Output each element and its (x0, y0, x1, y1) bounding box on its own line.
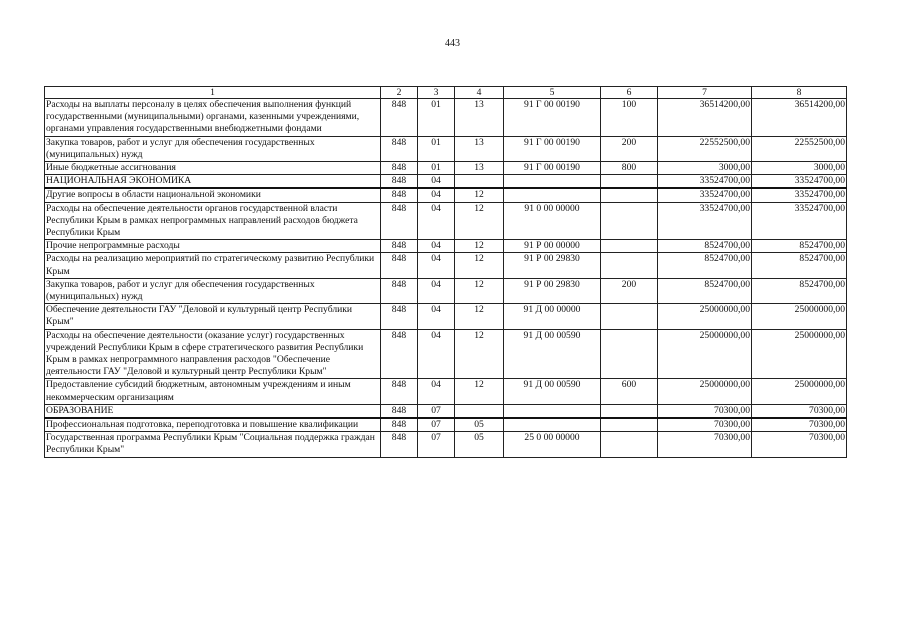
cell-amount-1: 22552500,00 (658, 136, 752, 161)
cell-subsection: 05 (455, 432, 504, 457)
cell-amount-2: 33524700,00 (752, 188, 847, 202)
cell-amount-2: 25000000,00 (752, 304, 847, 329)
cell-ministry: 848 (381, 188, 418, 202)
cell-section: 01 (418, 136, 455, 161)
cell-target-article: 91 Р 00 29830 (504, 278, 601, 303)
cell-section: 04 (418, 379, 455, 404)
cell-section: 04 (418, 188, 455, 202)
header-row (45, 87, 847, 99)
cell-target-article: 91 Р 00 00000 (504, 240, 601, 253)
cell-target-article (504, 175, 601, 189)
cell-target-article: 91 Г 00 00190 (504, 136, 601, 161)
row-name: Государственная программа Республики Крым "Социальная поддержка граждан Республики Крым" (45, 432, 381, 457)
cell-subsection: 12 (455, 188, 504, 202)
header-cell: 5 (504, 87, 601, 99)
cell-ministry: 848 (381, 253, 418, 278)
cell-ministry: 848 (381, 418, 418, 432)
cell-amount-2: 33524700,00 (752, 175, 847, 189)
cell-amount-1: 33524700,00 (658, 175, 752, 189)
cell-ministry: 848 (381, 240, 418, 253)
cell-target-article (504, 418, 601, 432)
cell-expense-type (601, 240, 658, 253)
table-row (45, 278, 847, 303)
cell-expense-type (601, 404, 658, 418)
cell-subsection: 13 (455, 136, 504, 161)
table-row (45, 379, 847, 404)
cell-target-article (504, 188, 601, 202)
cell-section: 04 (418, 202, 455, 240)
cell-subsection: 12 (455, 379, 504, 404)
cell-amount-1: 33524700,00 (658, 188, 752, 202)
cell-ministry: 848 (381, 404, 418, 418)
header-cell: 4 (455, 87, 504, 99)
row-name: ОБРАЗОВАНИЕ (45, 404, 381, 418)
page-number: 443 (445, 38, 460, 49)
cell-ministry: 848 (381, 432, 418, 457)
row-name: Профессиональная подготовка, переподготовка и повышение квалификации (45, 418, 381, 432)
cell-section: 04 (418, 278, 455, 303)
cell-expense-type (601, 175, 658, 189)
cell-amount-1: 25000000,00 (658, 379, 752, 404)
cell-amount-1: 33524700,00 (658, 202, 752, 240)
table-row (45, 304, 847, 329)
cell-subsection: 12 (455, 202, 504, 240)
header-cell: 1 (45, 87, 381, 99)
cell-amount-2: 36514200,00 (752, 99, 847, 137)
table-row (45, 404, 847, 418)
cell-amount-2: 33524700,00 (752, 202, 847, 240)
cell-subsection: 05 (455, 418, 504, 432)
cell-ministry: 848 (381, 136, 418, 161)
row-name: Расходы на обеспечение деятельности органов государственной власти Республики Крым в рамках непрограммных направлений расходов бюджета Республики Крым (45, 202, 381, 240)
table-row (45, 99, 847, 137)
cell-subsection: 12 (455, 253, 504, 278)
cell-expense-type (601, 418, 658, 432)
cell-subsection: 12 (455, 329, 504, 379)
cell-amount-2: 25000000,00 (752, 379, 847, 404)
table-row (45, 175, 847, 189)
cell-ministry: 848 (381, 278, 418, 303)
cell-ministry: 848 (381, 329, 418, 379)
cell-target-article: 91 Д 00 00590 (504, 329, 601, 379)
cell-amount-1: 8524700,00 (658, 240, 752, 253)
cell-section: 07 (418, 418, 455, 432)
cell-expense-type: 200 (601, 136, 658, 161)
cell-target-article (504, 404, 601, 418)
cell-section: 04 (418, 329, 455, 379)
cell-ministry: 848 (381, 99, 418, 137)
table-row (45, 240, 847, 253)
cell-section: 07 (418, 404, 455, 418)
table-row (45, 202, 847, 240)
table-row (45, 432, 847, 457)
cell-expense-type (601, 188, 658, 202)
table-row (45, 162, 847, 175)
cell-amount-1: 8524700,00 (658, 253, 752, 278)
cell-subsection: 12 (455, 278, 504, 303)
cell-ministry: 848 (381, 175, 418, 189)
cell-expense-type: 800 (601, 162, 658, 175)
row-name: Закупка товаров, работ и услуг для обеспечения государственных (муниципальных) нужд (45, 278, 381, 303)
row-name: Прочие непрограммные расходы (45, 240, 381, 253)
cell-amount-2: 25000000,00 (752, 329, 847, 379)
table-row (45, 418, 847, 432)
row-name: Расходы на реализацию мероприятий по стратегическому развитию Республики Крым (45, 253, 381, 278)
cell-expense-type (601, 253, 658, 278)
cell-amount-1: 70300,00 (658, 404, 752, 418)
header-cell: 2 (381, 87, 418, 99)
row-name: Предоставление субсидий бюджетным, автономным учреждениям и иным некоммерческим организациям (45, 379, 381, 404)
cell-ministry: 848 (381, 202, 418, 240)
table-row (45, 188, 847, 202)
cell-amount-1: 70300,00 (658, 418, 752, 432)
cell-ministry: 848 (381, 162, 418, 175)
cell-target-article: 91 Д 00 00000 (504, 304, 601, 329)
cell-amount-2: 8524700,00 (752, 278, 847, 303)
cell-subsection (455, 404, 504, 418)
row-name: Другие вопросы в области национальной экономики (45, 188, 381, 202)
cell-amount-1: 25000000,00 (658, 304, 752, 329)
cell-amount-2: 70300,00 (752, 418, 847, 432)
cell-section: 04 (418, 253, 455, 278)
cell-expense-type (601, 432, 658, 457)
cell-expense-type (601, 304, 658, 329)
header-cell: 7 (658, 87, 752, 99)
cell-subsection: 13 (455, 162, 504, 175)
row-name: НАЦИОНАЛЬНАЯ ЭКОНОМИКА (45, 175, 381, 189)
cell-amount-2: 70300,00 (752, 404, 847, 418)
cell-subsection: 12 (455, 240, 504, 253)
cell-expense-type (601, 202, 658, 240)
cell-subsection: 13 (455, 99, 504, 137)
table-row (45, 253, 847, 278)
cell-expense-type: 100 (601, 99, 658, 137)
cell-amount-2: 3000,00 (752, 162, 847, 175)
table-row (45, 136, 847, 161)
row-name: Расходы на обеспечение деятельности (оказание услуг) государственных учреждений Республики Крым в сфере стратегического развития Республики Крым в рамках непрограммного направления расходов "Обеспечение деятельности ГАУ "Деловой и культурный центр Республики Крым" (45, 329, 381, 379)
cell-amount-1: 8524700,00 (658, 278, 752, 303)
cell-expense-type (601, 329, 658, 379)
cell-amount-1: 36514200,00 (658, 99, 752, 137)
cell-section: 04 (418, 304, 455, 329)
cell-ministry: 848 (381, 379, 418, 404)
cell-target-article: 91 Г 00 00190 (504, 99, 601, 137)
row-name: Иные бюджетные ассигнования (45, 162, 381, 175)
cell-section: 04 (418, 175, 455, 189)
cell-section: 01 (418, 99, 455, 137)
cell-amount-2: 70300,00 (752, 432, 847, 457)
cell-amount-2: 8524700,00 (752, 253, 847, 278)
cell-subsection: 12 (455, 304, 504, 329)
cell-section: 07 (418, 432, 455, 457)
cell-target-article: 91 Р 00 29830 (504, 253, 601, 278)
row-name: Расходы на выплаты персоналу в целях обеспечения выполнения функций государственными (муниципальными) органами, казенными учреждениями, органами управления государственными внебюджетными фондами (45, 99, 381, 137)
row-name: Закупка товаров, работ и услуг для обеспечения государственных (муниципальных) нужд (45, 136, 381, 161)
header-cell: 3 (418, 87, 455, 99)
cell-section: 01 (418, 162, 455, 175)
cell-target-article: 91 0 00 00000 (504, 202, 601, 240)
cell-target-article: 25 0 00 00000 (504, 432, 601, 457)
cell-amount-2: 8524700,00 (752, 240, 847, 253)
cell-amount-2: 22552500,00 (752, 136, 847, 161)
cell-target-article: 91 Г 00 00190 (504, 162, 601, 175)
header-cell: 6 (601, 87, 658, 99)
cell-amount-1: 25000000,00 (658, 329, 752, 379)
cell-expense-type: 600 (601, 379, 658, 404)
cell-section: 04 (418, 240, 455, 253)
table-row (45, 329, 847, 379)
cell-expense-type: 200 (601, 278, 658, 303)
cell-amount-1: 70300,00 (658, 432, 752, 457)
header-cell: 8 (752, 87, 847, 99)
row-name: Обеспечение деятельности ГАУ "Деловой и культурный центр Республики Крым" (45, 304, 381, 329)
budget-table (44, 86, 847, 458)
cell-subsection (455, 175, 504, 189)
cell-target-article: 91 Д 00 00590 (504, 379, 601, 404)
cell-amount-1: 3000,00 (658, 162, 752, 175)
cell-ministry: 848 (381, 304, 418, 329)
